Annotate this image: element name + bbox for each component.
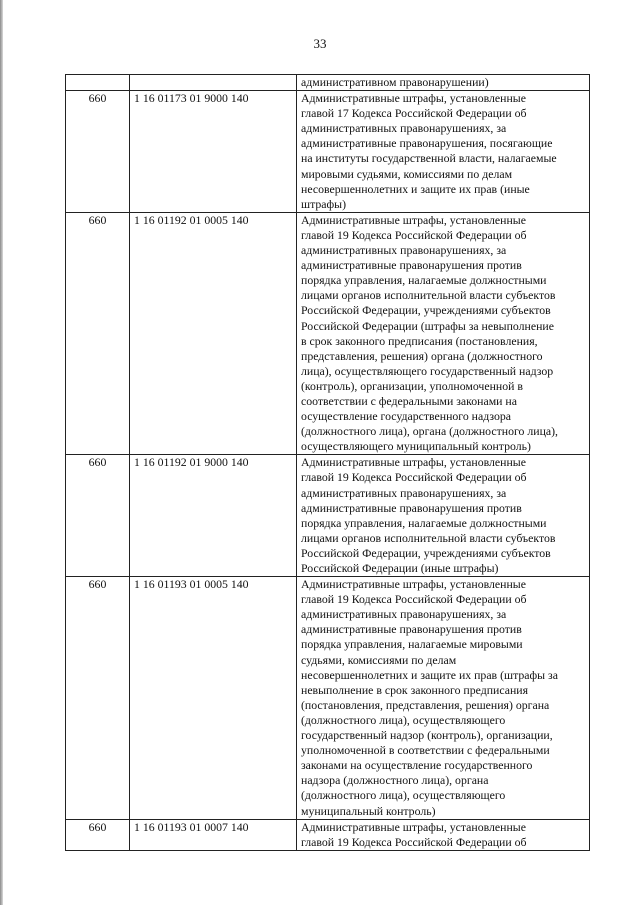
description-line: (контроль), организации, уполномоченной в <box>301 378 523 393</box>
description-line: порядка управления, налагаемые мировыми <box>301 637 523 652</box>
description-line: (должностного лица), осуществляющего <box>301 712 506 727</box>
description-line: главой 19 Кодекса Российской Федерации об <box>301 592 527 607</box>
description-line: надзора (должностного лица), органа <box>301 773 489 788</box>
budget-classification-code-cell: 1 16 01192 01 0005 140 <box>130 212 297 455</box>
description-cell <box>297 75 590 91</box>
description-line: порядка управления, налагаемые должностными <box>301 273 547 288</box>
description-line: Административные штрафы, установленные <box>301 212 526 227</box>
description-line: административные правонарушения, посягающие <box>301 136 553 151</box>
admin-code-cell: 660 <box>66 91 130 213</box>
table-row <box>66 455 590 577</box>
description-line: Российской Федерации, учреждениями субъектов <box>301 303 551 318</box>
description-line: Административные штрафы, установленные <box>301 819 526 834</box>
description-line: осуществляющего муниципальный контроль) <box>301 439 531 454</box>
budget-codes-table <box>65 74 590 851</box>
table-row <box>66 819 590 850</box>
description-line: в срок законного предписания (постановления, <box>301 333 538 348</box>
description-cell <box>297 819 590 850</box>
table-row <box>66 212 590 455</box>
description-line: порядка управления, налагаемые должностными <box>301 515 547 530</box>
description-line: государственный надзор (контроль), организации, <box>301 728 553 743</box>
description-line: (постановления, представления, решения) органа <box>301 697 550 712</box>
description-line: административных правонарушениях, за <box>301 243 507 258</box>
description-line: несовершеннолетних и защите их прав (иные <box>301 181 530 196</box>
admin-code-cell: 660 <box>66 455 130 577</box>
description-line: Российской Федерации (штрафы за невыполнение <box>301 318 554 333</box>
description-line: Административные штрафы, установленные <box>301 577 526 592</box>
description-line: муниципальный контроль) <box>301 803 436 818</box>
admin-code-cell: 660 <box>66 577 130 820</box>
description-cell <box>297 577 590 820</box>
description-cell <box>297 455 590 577</box>
description-line: административных правонарушениях, за <box>301 121 507 136</box>
description-cell <box>297 212 590 455</box>
description-line: Административные штрафы, установленные <box>301 91 526 106</box>
description-line: Российской Федерации, учреждениями субъектов <box>301 545 551 560</box>
description-line: представления, решения) органа (должностного <box>301 348 543 363</box>
budget-classification-code-cell: 1 16 01193 01 0005 140 <box>130 577 297 820</box>
description-line: штрафы) <box>301 196 347 211</box>
description-line: Российской Федерации (иные штрафы) <box>301 561 499 575</box>
description-line: лицами органов исполнительной власти субъектов <box>301 288 556 303</box>
table-row <box>66 577 590 820</box>
description-line: судьями, комиссиями по делам <box>301 652 457 667</box>
description-line: Административные штрафы, установленные <box>301 455 526 470</box>
description-line: уполномоченной в соответствии с федеральными <box>301 743 550 758</box>
description-line: административные правонарушения против <box>301 622 522 637</box>
table-body <box>66 75 590 851</box>
page-number: 33 <box>313 36 327 51</box>
description-line: несовершеннолетних и защите их прав (штрафы за <box>301 667 558 682</box>
description-line: главой 17 Кодекса Российской Федерации об <box>301 106 527 121</box>
description-line: главой 19 Кодекса Российской Федерации об <box>301 470 527 485</box>
description-line: главой 19 Кодекса Российской Федерации об <box>301 227 527 242</box>
description-line: мировыми судьями, комиссиями по делам <box>301 166 513 181</box>
budget-classification-code-cell <box>130 75 297 91</box>
description-line: лицами органов исполнительной власти субъектов <box>301 530 556 545</box>
description-cell <box>297 91 590 213</box>
budget-classification-code-cell: 1 16 01193 01 0007 140 <box>130 819 297 850</box>
table-row <box>66 75 590 91</box>
table-row <box>66 91 590 213</box>
description-line: главой 19 Кодекса Российской Федерации об <box>301 834 527 849</box>
description-line: (должностного лица), органа (должностного лица), <box>301 424 558 439</box>
description-line: административном правонарушении) <box>301 75 489 89</box>
description-line: осуществление государственного надзора <box>301 409 511 424</box>
admin-code-cell: 660 <box>66 212 130 455</box>
admin-code-cell: 660 <box>66 819 130 850</box>
description-line: административные правонарушения против <box>301 258 522 273</box>
description-line: на институты государственной власти, налагаемые <box>301 151 557 166</box>
admin-code-cell <box>66 75 130 91</box>
description-line: административных правонарушениях, за <box>301 485 507 500</box>
description-line: лица), осуществляющего государственный надзор <box>301 363 554 378</box>
budget-classification-code-cell: 1 16 01173 01 9000 140 <box>130 91 297 213</box>
description-line: (должностного лица), осуществляющего <box>301 788 506 803</box>
description-line: соответствии с федеральными законами на <box>301 393 517 408</box>
description-line: законами на осуществление государственного <box>301 758 533 773</box>
description-line: административные правонарушения против <box>301 500 522 515</box>
description-line: невыполнение в срок законного предписания <box>301 682 529 697</box>
description-line: административных правонарушениях, за <box>301 607 507 622</box>
scan-edge <box>0 0 3 905</box>
budget-classification-code-cell: 1 16 01192 01 9000 140 <box>130 455 297 577</box>
